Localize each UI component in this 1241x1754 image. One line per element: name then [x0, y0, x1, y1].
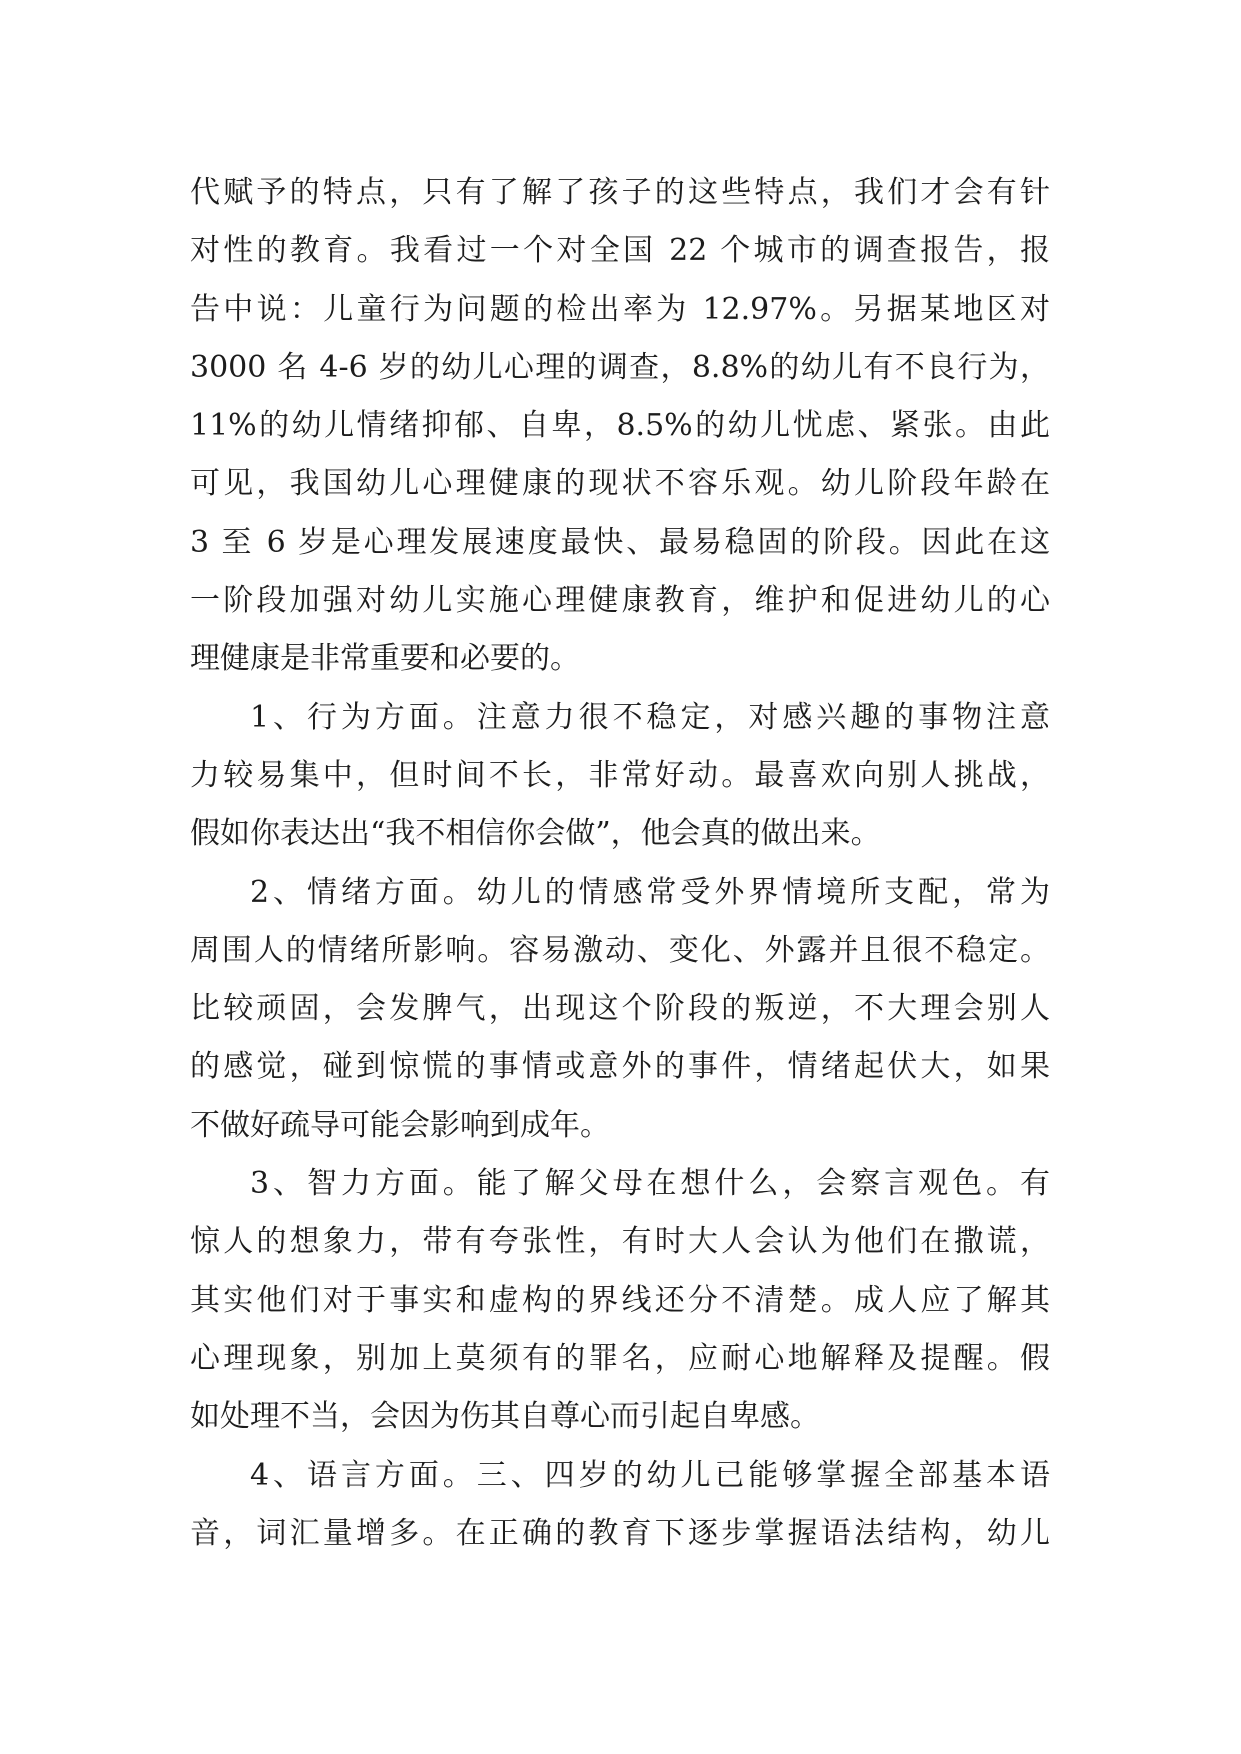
text-line: 其实他们对于事实和虚构的界线还分不清楚。成人应了解其: [190, 1282, 1050, 1318]
text-line: 3 至 6 岁是心理发展速度最快、最易稳固的阶段。因此在这: [190, 524, 1050, 560]
text-line: 音，词汇量增多。在正确的教育下逐步掌握语法结构，幼儿: [190, 1515, 1050, 1551]
text-line: 1、行为方面。注意力很不稳定，对感兴趣的事物注意: [250, 699, 1050, 735]
text-line: 的感觉，碰到惊慌的事情或意外的事件，情绪起伏大，如果: [190, 1049, 1050, 1085]
text-line: 11%的幼儿情绪抑郁、自卑，8.5%的幼儿忧虑、紧张。由此: [190, 408, 1050, 444]
paragraph-language: [190, 1447, 1050, 1564]
paragraph-behavior: [190, 689, 1050, 864]
text-line: 如处理不当，会因为伤其自尊心而引起自卑感。: [190, 1399, 820, 1435]
paragraph-emotion: [190, 864, 1050, 1155]
text-line: 对性的教育。我看过一个对全国 22 个城市的调查报告，报: [190, 233, 1050, 269]
text-line: 4、语言方面。三、四岁的幼儿已能够掌握全部基本语: [250, 1457, 1050, 1493]
text-line: 可见，我国幼儿心理健康的现状不容乐观。幼儿阶段年龄在: [190, 466, 1050, 502]
text-line: 3、智力方面。能了解父母在想什么，会察言观色。有: [250, 1166, 1050, 1202]
text-line: 惊人的想象力，带有夸张性，有时大人会认为他们在撒谎，: [190, 1224, 1050, 1260]
text-line: 告中说：儿童行为问题的检出率为 12.97%。另据某地区对: [190, 291, 1050, 327]
text-line: 心理现象，别加上莫须有的罪名，应耐心地解释及提醒。假: [190, 1340, 1050, 1376]
text-line: 力较易集中，但时间不长，非常好动。最喜欢向别人挑战，: [190, 757, 1050, 793]
text-line: 代赋予的特点，只有了解了孩子的这些特点，我们才会有针: [190, 175, 1050, 210]
text-line: 不做好疏导可能会影响到成年。: [190, 1107, 610, 1143]
text-line: 理健康是非常重要和必要的。: [190, 641, 580, 677]
text-line: 周围人的情绪所影响。容易激动、变化、外露并且很不稳定。: [190, 932, 1050, 968]
text-line: 3000 名 4-6 岁的幼儿心理的调查，8.8%的幼儿有不良行为，: [190, 349, 1050, 385]
text-line: 2、情绪方面。幼儿的情感常受外界情境所支配，常为: [250, 874, 1050, 910]
paragraph: [190, 164, 1050, 689]
paragraph-intellect: [190, 1155, 1050, 1446]
document-body: [190, 164, 1050, 1563]
text-line: 假如你表达出“我不相信你会做”，他会真的做出来。: [190, 816, 881, 852]
text-line: 一阶段加强对幼儿实施心理健康教育，维护和促进幼儿的心: [190, 583, 1050, 619]
text-line: 比较顽固，会发脾气，出现这个阶段的叛逆，不大理会别人: [190, 991, 1050, 1027]
